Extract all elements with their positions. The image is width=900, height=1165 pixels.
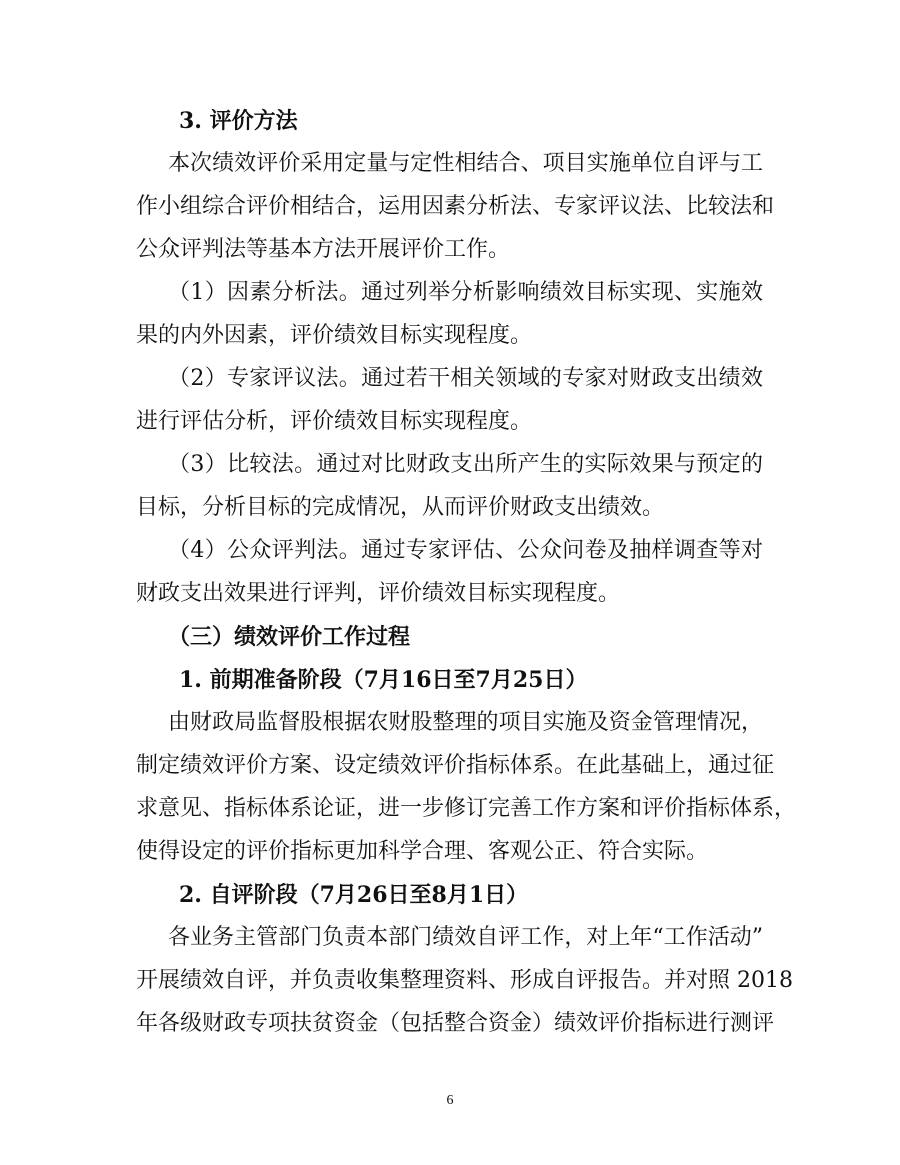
section-heading-evaluation-methods: 3. 评价方法 [179,108,298,134]
stage-heading-self-evaluation: 2. 自评阶段（7月26日至8月1日） [179,882,529,908]
method-public-judgment-line: 财政支出效果进行评判，评价绩效目标实现程度。 [136,581,621,606]
paragraph-line: 由财政局监督股根据农财股整理的项目实施及资金管理情况， [168,710,763,735]
method-expert-review-line: （2）专家评议法。通过若干相关领域的专家对财政支出绩效 [168,366,763,391]
method-factor-analysis-line: 果的内外因素，评价绩效目标实现程度。 [136,323,533,348]
paragraph-line: 本次绩效评价采用定量与定性相结合、项目实施单位自评与工 [168,151,763,176]
method-expert-review-line: 进行评估分析，评价绩效目标实现程度。 [136,409,533,434]
method-factor-analysis-line: （1）因素分析法。通过列举分析影响绩效目标实现、实施效 [168,280,763,305]
stage-heading-preparation: 1. 前期准备阶段（7月16日至7月25日） [179,667,588,693]
method-comparison-line: （3）比较法。通过对比财政支出所产生的实际效果与预定的 [168,452,763,477]
paragraph-line: 各业务主管部门负责本部门绩效自评工作，对上年“工作活动” [168,925,763,950]
paragraph-line: 求意见、指标体系论证，进一步修订完善工作方案和评价指标体系， [136,796,797,821]
method-public-judgment-line: （4）公众评判法。通过专家评估、公众问卷及抽样调查等对 [168,538,763,563]
method-comparison-line: 目标，分析目标的完成情况，从而评价财政支出绩效。 [136,495,665,520]
section-heading-work-process: （三）绩效评价工作过程 [168,624,411,650]
paragraph-line: 开展绩效自评，并负责收集整理资料、形成自评报告。并对照 2018 [136,968,793,993]
paragraph-line: 作小组综合评价相结合，运用因素分析法、专家评议法、比较法和 [136,194,775,219]
page-number: 6 [446,1093,454,1108]
paragraph-line: 公众评判法等基本方法开展评价工作。 [136,237,511,262]
paragraph-line: 使得设定的评价指标更加科学合理、客观公正、符合实际。 [136,839,709,864]
paragraph-line: 年各级财政专项扶贫资金（包括整合资金）绩效评价指标进行测评 [136,1011,775,1036]
paragraph-line: 制定绩效评价方案、设定绩效评价指标体系。在此基础上，通过征 [136,753,775,778]
